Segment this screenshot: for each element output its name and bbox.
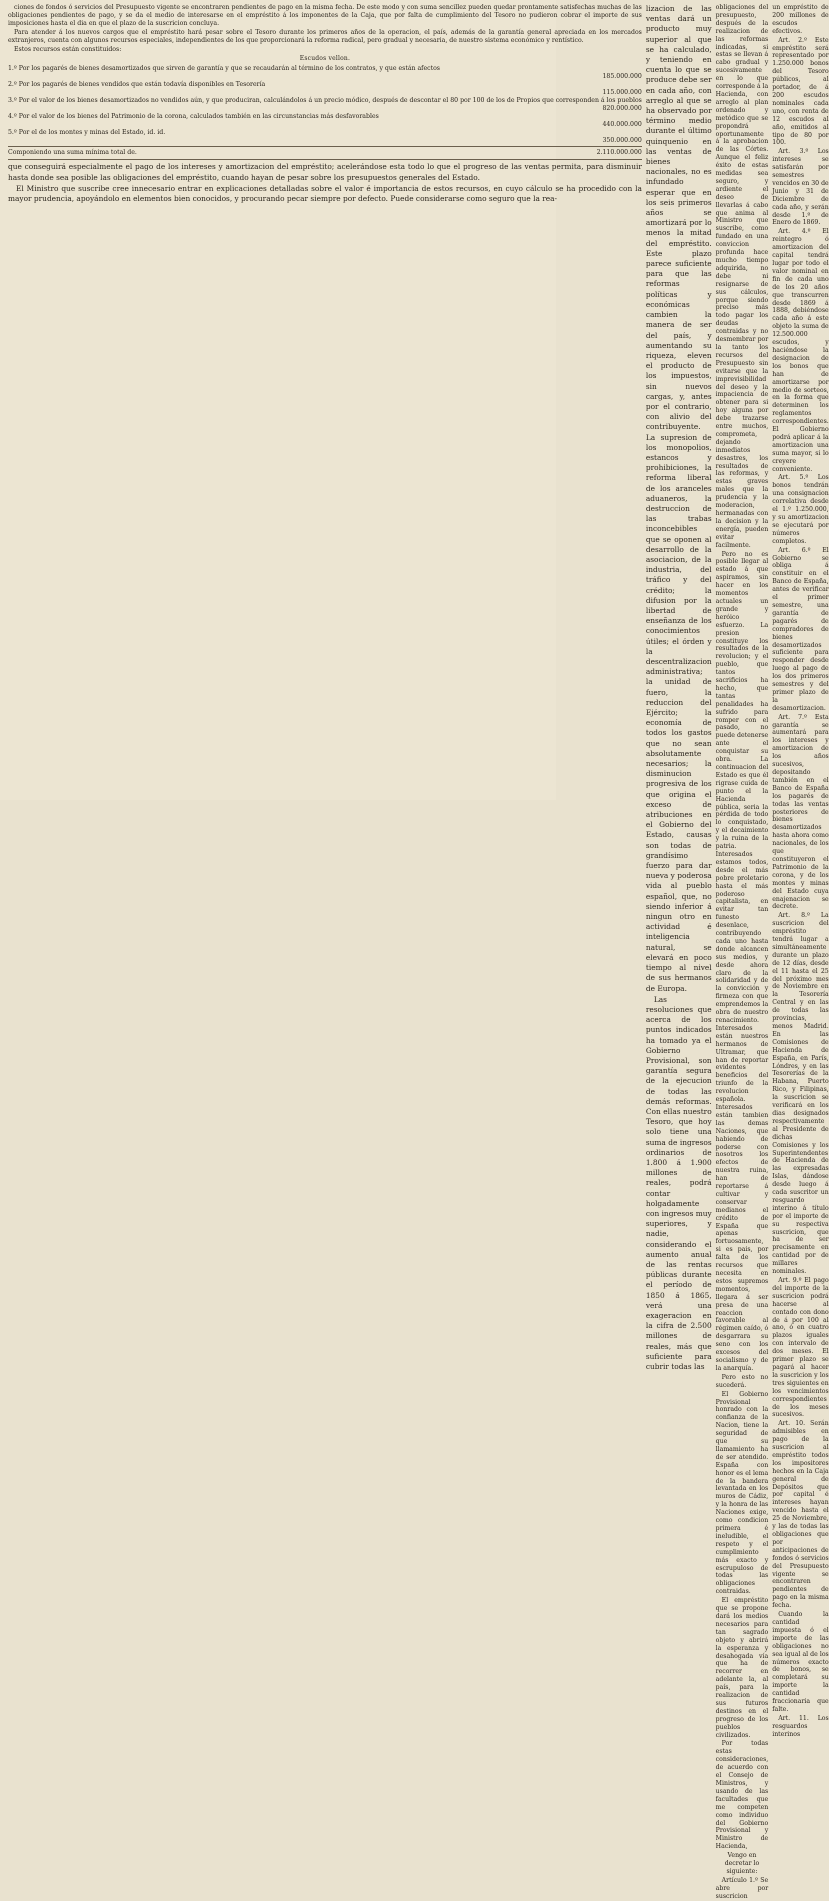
article: Art. 4.º El reintegro ó amortizacion del capital tendrá lugar por todo el valor nominal en fin de cada uno de los 20 años que transcurren desde 1869 á 1888, debiéndose cada año á este objeto la suma de 12.500.000 escudos, y haciéndose la designacion de los bonos que han de amortizarse por medio de sorteos, en la forma que determinen los reglamentos correspondientes. El Gobierno podrá aplicar á la amortizacion una suma mayor, si lo creyere conveniente. [772,228,829,473]
article: Art. 5.º Los bonos tendrán una consignacion correlativa desde el 1.º 1.250.000, y su amortizacion se ejecutará por números completos. [772,474,829,545]
paragraph: que conseguirá especialmente el pago de los intereses y amortizacion del empréstito; acelerándose esta todo lo que el progreso de las ventas permita, para disminuir hasta donde sea posible las obligaciones del empréstito, cuando hayan de pesar sobre los presupuestos generales del Estado. [8,162,642,182]
paragraph: un empréstito de 200 millones de escudos efectivos. [772,4,829,35]
paragraph: El empréstito que se propone dará los medios necesarios para tan sagrado objeto y abrirá la esperanza y desahogada vía que ha de recorrer en adelante la, al país, para la realizacion de sus futuros destinos en el progreso de los pueblos civilizados. [715,1597,769,1739]
column-2 [645,4,712,1372]
ledger-row: 3.º Por el valor de los bienes desamortizados no vendidos aún, y que produciran, calculándolos á un precio módico, después de descontar el 80 por 100 de los de Propios que corresponden á los pueblos [8,96,642,104]
paragraph: Pero esto no sucederá. [715,1373,769,1389]
article: Art. 2.º Este empréstito será representado por 1.250.000 bonos del Tesoro públicos, al portador, de á 200 escudos nominales cada uno, con renta de 12 escudos al año, emitidos al tipo de 80 por 100. [772,36,829,147]
paragraph: lizacion de las ventas dará un producto muy superior al que se ha calculado, y teniendo en cuenta lo que se produce debe ser en cada año, con arreglo al que se ha observado por término medio durante el último quinquenio en las ventas de bienes nacionales, no es infundado esperar que en los seis primeros años se amortizará por lo menos la mitad del empréstito. Este plazo parece suficiente para que las reformas políticas y económicas cambien la manera de ser del país, y aumentando su riqueza, eleven el producto de los impuestos, sin nuevos cargas, y, antes por el contrario, con alivio del contribuyente. La supresion de los monopolios, estancos y prohibiciones, la reforma liberal de los aranceles aduaneros, la destruccion de las trabas inconcebibles que se oponen al desarrollo de la asociacion, de la industria, del tráfico y del crédito; la difusion por la libertad de enseñanza de los conocimientos útiles; el órden y la descentralizacion administrativa; la unidad de fuero, la reduccion del Ejército; la economía de todos los gastos que no sean absolutamente necesarios; la disminucion progresiva de los que origina el exceso de atribuciones en el Gobierno del Estado, causas son todas de grandísimo fuerzo para dar nueva y poderosa vida al pueblo español, que, no siendo inferior á ningun otro en actividad é inteligencia natural, se elevará en poco tiempo al nivel de sus hermanos de Europa. [645,4,712,993]
paragraph: Artículo 1.º Se abre por suscricion [715,1876,769,1900]
resources-ledger [8,65,642,144]
ledger-row-amount: 440.000.000 [602,120,642,128]
paragraph: El Gobierno Provisional honrado con la confianza de la Nacion, tiene la seguridad de que su llamamiento ha de ser atendido. España con honor es el lema de la bandera levantada en los muros de Cádiz, y la honra de las Naciones exige, como condicion primera é ineludible, el respeto y el cumplimiento más exacto y escrupuloso de todas las obligaciones contraidas. [715,1390,769,1596]
article: Art. 8.º La suscricion del empréstito tendrá lugar a simultáneamente durante un plazo de 12 días, desde el 11 hasta el 25 del próximo mes de Noviembre en la Tesorería Central y en las de todas las provincias, menos Madrid. En las Comisiones de Hacienda de España, en París, Lóndres, y en las Tesorerías de la Habana, Puerto Rico, y Filipinas, la suscricion se verificará en los dias designados respectivamente al Presidente de dichas Comisiones y los Superintendentes de Hacienda de las expresadas Islas, dándose desde luego á cada suscritor un resguardo interino á título por el importe de su respectiva suscricion, que ha de ser precisamente en cantidad por de millares nominales. [772,912,829,1276]
paragraph: Estos recursos están constituidos: [14,45,122,53]
article: Art. 7.º Esta garantía se aumentará para los intereses y amortizacion de los años sucesivos, depositando también en el Banco de España los pagarés de todas las ventas posteriores de bienes desamortizados hasta ahora como nacionales, de los que constituyeron el Patrimonio de la corona, y de los montes y minas del Estado cuya enajenacion se decrete. [772,713,829,911]
paragraph: Para atender á los nuevos cargos que el empréstito hará pesar sobre el Tesoro durante los primeros años de la operacion, el país, además de la garantía general apreciada en los mercados extranjeros, cuenta con algunos recursos especiales, independientes de los que proporcionará la reforma radical, pero gradual y necesaria, de nuestro sistema económico y rentístico. [8,28,642,44]
paragraph: El Ministro que suscribe cree innecesario entrar en explicaciones detalladas sobre el valor é importancia de estos recursos, en cuyo cálculo se ha procedido con la mayor prudencia, apoyándolo en elementos bien conocidos, y procurando pecar siempre por defecto. Puede considerarse como seguro que la rea- [8,183,642,203]
column-1 [8,4,642,796]
column-3 [715,4,769,1900]
paragraph: Las resoluciones que acerca de los puntos indicados ha tomado ya el Gobierno Provisional, son garantía segura de la ejecucion de todas las demás reformas. Con ellas nuestro Tesoro, que hoy solo tiene una suma de ingresos ordinarios de 1.800 á 1.900 millones de reales, podrá contar holgadamente con ingresos muy superiores, y nadie, considerando el aumento anual de las rentas públicas durante el período de 1850 á 1865, verá una exageracion en la cifra de 2.500 millones de reales, más que suficiente para cubrir todas las [645,994,712,1372]
article: Art. 10. Serán admisibles en pago de la suscricion al empréstito todos los impositores hechos en la Caja general de Depósitos que por capital é intereses hayan vencido hasta el 25 de Noviembre, y las de todas las obligaciones que por anticipaciones de fondos ó servicios del Presupuesto vigente se encontraren pendientes de pago en la misma fecha. [772,1420,829,1610]
article: Art. 9.º El pago del importe de la suscricion podrá hacerse al contado con dono de á por 100 al ano, ó en cuatro plazos iguales con intervalo de dos meses. El primer plazo se pagará al hacer la suscricion y los tres siguientes en los vencimientos correspondientes de los meses sucesivos. [772,1277,829,1419]
ledger-row: 2.º Por los pagarés de bienes vendidos que están todavía disponibles en Tesorería [8,81,266,89]
article: Art. 3.º Los intereses se satisfarán por semestres vencidos en 30 de Junio y 31 de Diciembre de cada año, y serán desde 1.º de Enero de 1869. [772,148,829,227]
ledger-row: 4.º Por el valor de los bienes del Patrimonio de la corona, calculados también en las circunstancias más desfavorables [8,112,379,120]
ledger-row-amount: 115.000.000 [602,89,642,97]
paragraph: obligaciones del presupuesto, después de la realizacion de las reformas indicadas, si estas se llevan á cabo gradual y sucesivamente en lo que corresponde á la Hacienda, con arreglo al plan ordenado y metódico que se propondrá oportunamente á la aprobacion de las Córtes. Aunque el feliz éxito de estas medidas sea seguro, y ardiente el deseo de llevarlas á cabo que anima al Ministro que suscribe, como fundado en una conviccion profunda hace mucho tiempo adquirida, no debe ni resignarse de sus cálculos, porque siendo preciso más todo pagar los deudas contraidas y no desmembrar por la tanto los recursos del Presupuesto sin evitarse que la imprevisibilidad del deseo y la impaciencia de obtener para si hoy alguna por debe trazarse entre muchos, comprometa, dejando inmediatos desastres, los resultados de las reformas, y estas graves males que la prudencia y la moderacion, hermanadas con la decision y la energía, pueden evitar facilmente. [715,4,769,549]
ledger-heading: Escudos vellon. [299,55,351,63]
paragraph: ciones de fondos ó servicios del Presupuesto vigente se encontraren pendientes de pago en la misma fecha. De este modo y con suma sencillez pueden quedar prontamente satisfechas muchas de las obligaciones pendientes de pago, y se da el medio de interesarse en el empréstito á los imponentes de la Caja, que por falta de cumplimiento del Tesoro no pudieron cobrar el importe de sus imposiciones hasta el dia en que el plazo de la suscricion concluya. [8,4,642,27]
paragraph: Por todas estas consideraciones, de acuerdo con el Consejo de Ministros, y usando de las facultades que me competen como individuo del Gobierno Provisional y Ministro de Hacienda, [715,1740,769,1851]
divider [8,159,642,160]
article: Art. 11. Los resguardos interinos [772,1714,829,1738]
divider [8,146,642,147]
paragraph: Pero no es posible llegar al estado á que aspiramos, sin hacer en los momentos actuales un grande y heróico esfuerzo. La presion constituye los resultados de la revolucion; y el pueblo, que tantos sacrificios ha hecho, que tantas penalidades ha sufrido para romper con el pasado, no puede detenerse ante el conquistar su obra. La continuacion del Estado es que él rigrase cuida de punto el la Hacienda pública, seria la pérdida de todo lo conquistado, y el decaimiento y la ruina de la patria. Interesados estamos todos, desde el más pobre proletario hasta el más poderoso capitalista, en evitar tan funesto desenlace, contribuyendo cada uno hasta donde alcancen sus medios, y desde ahora claro de la solidaridad y de la convicción y firmeza con que emprendemos la obra de nuestro renacimiento. Interesados están nuestros hermanos de Ultramar, que han de reportar evidentes beneficios del triunfo de la revolucion española. Interesados están tambien las demas Naciones, que habiendo de poderse con nosotros los efectos de nuestra ruina, han de reportarse á cultivar y conservar medianos el crédito de España que apenas fortuosamente, si es pais, por falta de los recursos que necesita en estos supremos momentos, llegara á ser presa de una reaccion favorable al régimen caído, ó desgarrara su seno con los excesos del socialismo y de la anarquía. [715,550,769,1372]
column-4 [772,4,829,1738]
ledger-row-amount: 820.000.000 [602,104,642,112]
ledger-row: 1.º Por los pagarés de bienes desamortizados que sirven de garantía y que se recaudarán al término de los contratos, y que están afectos [8,65,440,73]
article: Cuando la cantidad impuesta ó el importe de las obligaciones no sea igual al de los números exacto de bonos, se completará su importe la cantidad fraccionaria que falte. [772,1611,829,1713]
decree-heading: Vengo en decretar lo siguiente: [724,1852,760,1875]
column-1-large-text [8,162,642,204]
ledger-row: 5.º Por el de los montes y minas del Estado, id. id. [8,128,166,136]
article: Art. 6.º El Gobierno se obliga á constituir en el Banco de España, antes de verificar el primer semestre, una garantía de pagarés de compradores de bienes desamortizados suficiente para responder desde luego al pago de los dos primeros semestres y del primer plazo de la desamortizacion. [772,546,829,712]
ledger-row-amount: 185.000.000 [602,73,642,81]
ledger-total: Componiendo una suma mínima total de. 2.110.000.000 [8,149,642,157]
ledger-row-amount: 350.000.000 [602,136,642,144]
